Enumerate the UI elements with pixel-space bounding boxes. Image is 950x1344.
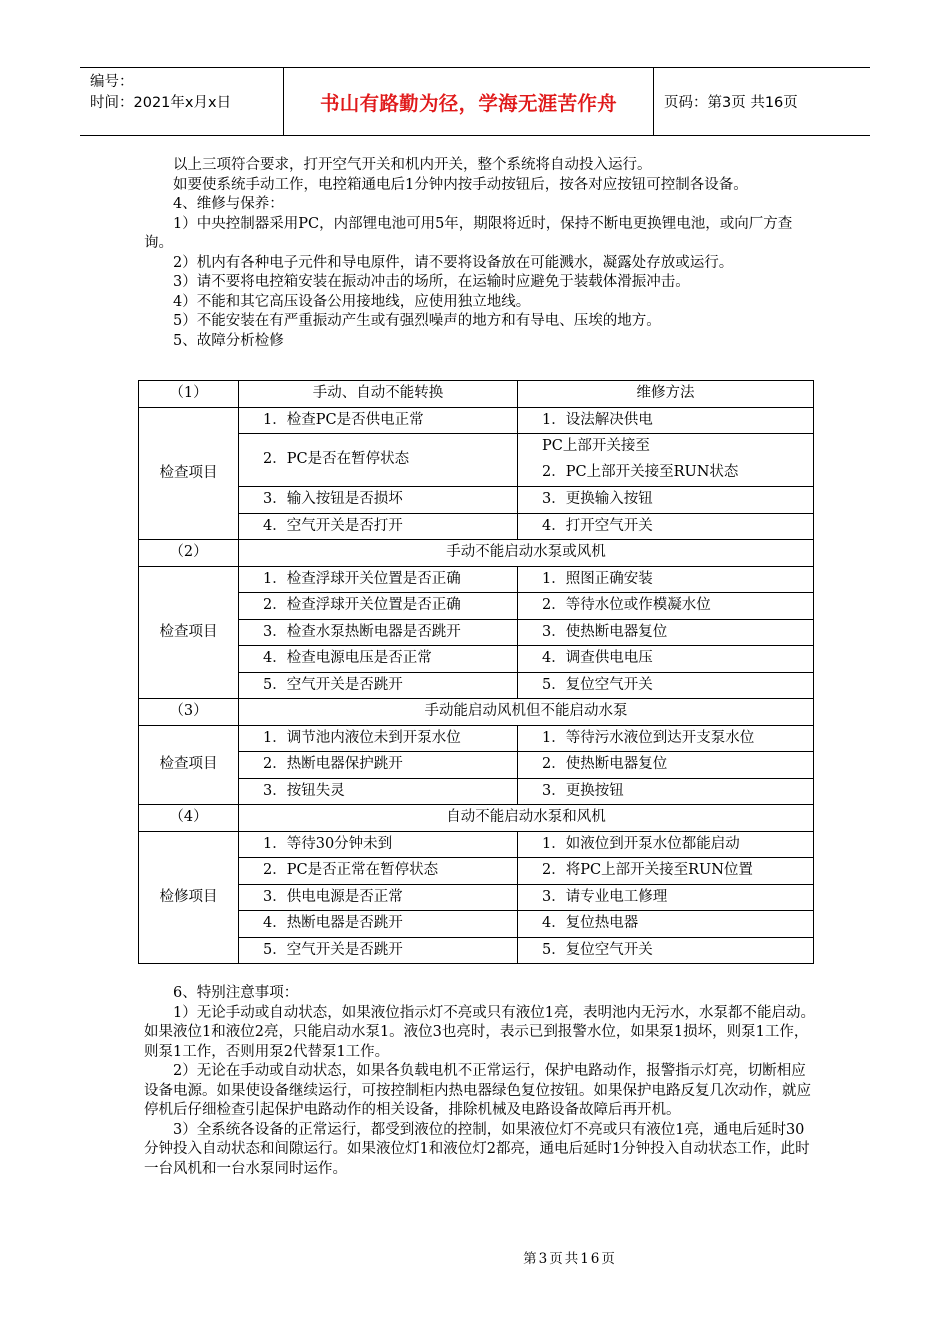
header-meta	[80, 68, 284, 135]
row-label: 检查项目	[139, 725, 239, 805]
header-motto-cell	[284, 68, 654, 135]
time-label: 时间：2021年x月x日	[90, 95, 232, 111]
table-row	[139, 937, 814, 964]
fix-cell: 4．调查供电电压	[518, 646, 814, 673]
fix-cell: 2．将PC上部开关接至RUN位置	[518, 858, 814, 885]
check-cell: 2．PC是否在暂停状态	[239, 434, 518, 487]
table-row	[139, 407, 814, 434]
code-label: 编号：	[90, 74, 134, 90]
fix-cell: 3．使热断电器复位	[518, 619, 814, 646]
fix-line: 2．PC上部开关接至RUN状态	[542, 464, 739, 480]
row-label: 检修项目	[139, 831, 239, 964]
check-cell: 3．按钮失灵	[239, 778, 518, 805]
table-row	[139, 699, 814, 726]
table-row	[139, 646, 814, 673]
page-footer: 第3页共16页	[523, 1251, 617, 1267]
check-cell: 1．等待30分钟未到	[239, 831, 518, 858]
fix-cell: 1．如液位到开泵水位都能启动	[518, 831, 814, 858]
check-cell: 1．调节池内液位未到开泵水位	[239, 725, 518, 752]
section-title: 手动不能启动水泵或风机	[239, 540, 814, 567]
paragraph: 1）无论手动或自动状态，如果液位指示灯不亮或只有液位1亮，表明池内无污水，水泵都不能启动。如果液位1和液位2亮，只能启动水泵1。液位3也亮时，表示已到报警水位，如果泵1损坏，则泵1工作，则泵1工作，否则用泵2代替泵1工作。	[144, 1004, 815, 1060]
check-cell: 1．检查浮球开关位置是否正确	[239, 566, 518, 593]
table-row	[139, 487, 814, 514]
check-cell: 5．空气开关是否跳开	[239, 937, 518, 964]
check-cell: 4．空气开关是否打开	[239, 513, 518, 540]
section-title: 自动不能启动水泵和风机	[239, 805, 814, 832]
table-row	[139, 884, 814, 911]
fix-cell: 5．复位空气开关	[518, 937, 814, 964]
check-cell: 5．空气开关是否跳开	[239, 672, 518, 699]
fix-cell: 4．打开空气开关	[518, 513, 814, 540]
fix-cell	[518, 434, 814, 487]
paragraph: 如要使系统手动工作，电控箱通电后1分钟内按手动按钮后，按各对应按钮可控制各设备。	[173, 176, 748, 193]
paragraph: 以上三项符合要求，打开空气开关和机内开关，整个系统将自动投入运行。	[173, 157, 652, 173]
table-row	[139, 434, 814, 487]
notes-section	[144, 984, 816, 1179]
check-cell: 4．热断电器是否跳开	[239, 911, 518, 938]
fix-cell: 5．复位空气开关	[518, 672, 814, 699]
fix-cell: 1．等待污水液位到达开支泵水位	[518, 725, 814, 752]
section-number: （3）	[139, 699, 239, 726]
paragraph: 5）不能安装在有严重振动产生或有强烈噪声的地方和有导电、压埃的地方。	[173, 313, 661, 329]
fix-cell: 2．使热断电器复位	[518, 752, 814, 779]
check-cell: 4．检查电源电压是否正常	[239, 646, 518, 673]
fix-cell: 4．复位热电器	[518, 911, 814, 938]
paragraph: 2）机内有各种电子元件和导电原件，请不要将设备放在可能溅水，凝露处存放或运行。	[173, 254, 734, 271]
check-cell: 3．输入按钮是否损坏	[239, 487, 518, 514]
table-row	[139, 858, 814, 885]
fix-cell: 2．等待水位或作模凝水位	[518, 593, 814, 620]
table-row	[139, 540, 814, 567]
table-row	[139, 381, 814, 408]
table-row	[139, 566, 814, 593]
header-page-info: 页码：第3页 共16页	[664, 95, 798, 111]
paragraph: 2）无论在手动或自动状态，如果各负载电机不正常运行，保护电路动作，报警指示灯亮，切断相应设备电源。如果使设备继续运行，可按控制柜内热电器绿色复位按钮。如果保护电路反复几次动作，就应停机后仔细检查引起保护电路动作的相关设备，排除机械及电路设备故障后再开机。	[144, 1063, 811, 1118]
check-cell: 1．检查PC是否供电正常	[239, 407, 518, 434]
paragraph: 3）全系统各设备的正常运行，都受到液位的控制，如果液位灯不亮或只有液位1亮，通电后延时30分钟投入自动状态和间隙运行。如果液位灯1和液位灯2都亮，通电后延时1分钟投入自动状态工作，此时一台风机和一台水泵同时运作。	[144, 1121, 810, 1177]
intro-section	[144, 156, 816, 351]
paragraph: 4、维修与保养：	[173, 196, 284, 212]
fix-cell: 3．更换输入按钮	[518, 487, 814, 514]
section-number: （2）	[139, 540, 239, 567]
fix-line: PC上部开关接至	[542, 438, 650, 454]
fault-analysis-table	[138, 380, 814, 964]
table-row	[139, 911, 814, 938]
paragraph: 1）中央控制器采用PC，内部锂电池可用5年，期限将近时，保持不断电更换锂电池，或向厂方查询。	[144, 215, 793, 251]
section-heading: 6、特别注意事项：	[173, 985, 299, 1001]
motto-text: 书山有路勤为径，学海无涯苦作舟	[319, 91, 617, 115]
table-row	[139, 593, 814, 620]
check-cell: 2．热断电器保护跳开	[239, 752, 518, 779]
table-row	[139, 619, 814, 646]
section-number: （4）	[139, 805, 239, 832]
check-cell: 3．供电电源是否正常	[239, 884, 518, 911]
table-row	[139, 831, 814, 858]
row-label: 检查项目	[139, 566, 239, 699]
fix-cell: 3．更换按钮	[518, 778, 814, 805]
check-cell: 2．检查浮球开关位置是否正确	[239, 593, 518, 620]
table-row	[139, 725, 814, 752]
check-cell: 2．PC是否正常在暂停状态	[239, 858, 518, 885]
section-title: 手动、自动不能转换	[239, 381, 518, 408]
method-header: 维修方法	[518, 381, 814, 408]
section-title: 手动能启动风机但不能启动水泵	[239, 699, 814, 726]
row-label: 检查项目	[139, 407, 239, 540]
fix-cell: 1．照图正确安装	[518, 566, 814, 593]
fix-cell: 3．请专业电工修理	[518, 884, 814, 911]
check-cell: 3．检查水泵热断电器是否跳开	[239, 619, 518, 646]
paragraph: 3）请不要将电控箱安装在振动冲击的场所，在运输时应避免于装载体滑振冲击。	[173, 274, 690, 290]
table-row	[139, 672, 814, 699]
fix-cell: 1．设法解决供电	[518, 407, 814, 434]
section-number: （1）	[139, 381, 239, 408]
paragraph: 4）不能和其它高压设备公用接地线，应使用独立地线。	[173, 293, 531, 310]
page-header	[80, 67, 870, 136]
table-row	[139, 513, 814, 540]
section-heading: 5、故障分析检修	[173, 332, 284, 349]
table-row	[139, 778, 814, 805]
table-row	[139, 805, 814, 832]
table-row	[139, 752, 814, 779]
